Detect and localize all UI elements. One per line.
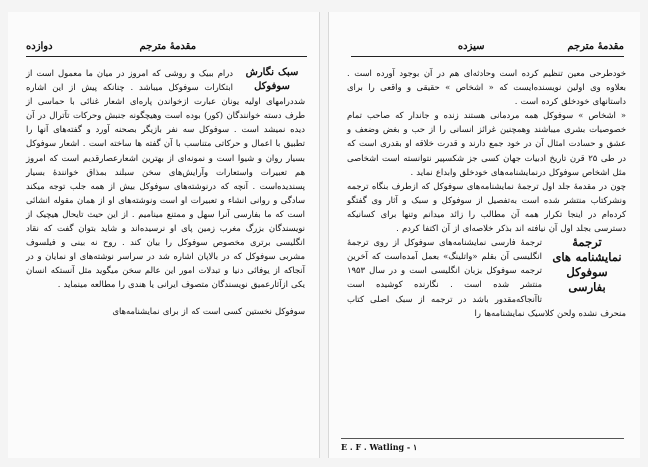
page-number: دوازده [26,40,53,52]
header-rule [26,56,307,57]
footnote [341,442,624,452]
paragraph: « اشخاص » سوفوکل همه مردمانی هستند زنده و جاندار که صاحب تمام خصوصیات بشری میباشند وهمچنین غرائز انسانی را از حب و بغض وضعف و عشق و حسادت امثال آن در خود جمع دارند و قدرت خلاقه او بقدری است که در طی ۲۵ قرن تاریخ ادبیات جهان کسی جز شکسپیر نتوانسته است اشخاصی مثل اشخاص سوفوکل درنمایشنامه‌های خودخلق وابداع نماید . [347,110,626,177]
running-head-left [26,38,307,54]
footnote-text: E . F . Watling - ۱ [341,442,418,452]
page-number: سیزده [457,40,485,52]
running-title: مقدمهٔ مترجم [139,40,197,52]
right-page [328,12,640,458]
paragraph: درام ببیک و روشی که امروز در میان ما معمول است از ابتکارات سوفوکل میباشد . چنانکه پیش از این اشاره شددرامهای اولیه یونان عبارت ازخواندن پاره‌ای اشعار غنائی با حماسی از طرف دسته خوانندگان (کور) بوده است وهیچگونه جنبش وحرکات تآترال در آن دیده نمیشد است . سوفوکل سه نفر بازیگر بصحنه آورد و گفته‌های آنها را تطبیق با اعمال و حرکاتی متناسب با آن گفته ها ساخته است . اشعار سوفوکل بسیار روان و شیوا است و نمونه‌ای از بهترین اشعارعصارقدیم است که امروز هم تعبیرات واستعارات وآرایش‌های سخن سبلند بمذاق خوانندهٔ بسیار پسندیده‌است . آنچه که درنوشته‌های سوفوکل بیش از همه جلب توجه میکند سادگی و روانی انشاء و تعبیرات او است ونوشته‌های او از همان مقوله انشائی است که ما بفارسی آنرا سهل و ممتنع مینامیم . از این حیث تایحال هیچیک از نویسندگان بزرگ مغرب زمین پای او نرسیده‌اند و شاید بتوان گفت که نقاد انگلیسی برتری مخصوص سوفوکل را بیان کند . روح نه بینی و فیلسوف مشربی سوفوکل که در بالاپان اشاره شد در سراسر نوشته‌های او نمایان و در آنجاکه از یوفائی دنیا و تبدلات امور این عالم سخن میگوید مثل آنستکه انسان یکی ازآثارعمیق نویسندگان متصوف ایرانی یا هندی را مطالعه مینماید . [26,68,305,290]
side-heading: سبک نگارش سوفوکل [245,67,299,92]
paragraph: چون در مقدمهٔ جلد اول ترجمهٔ نمایشنامه‌های سوفوکل که ازطرف بنگاه ترجمه ونشرکتاب منتشر شده است به‌تفصیل از سوفوکل و سبک و آثار وی گفتگو کرده‌ام در اینجا تکرار همه آن مطالب را زائد میدانم وتنها برای کسانیکه دسترسی بجلد اول آن نیافته اند بذکر خلاصه‌ای از آن اکتفا کردم . [347,180,626,234]
footnote-rule [341,438,624,439]
running-head-right [351,38,624,54]
left-page [8,12,320,458]
right-body-text [347,66,626,320]
paragraph: ترجمهٔ فارسی نمایشنامه‌های سوفوکل از روی ترجمهٔ انگلیسی آن بقلم «واتلینگ» بعمل آمده‌است که آخرین ترجمه سوفوکل بزبان انگلیسی است و در سال ۱۹۵۳ منتشر شده است . نگارنده کوشیده است تاآنجاکه‌مقدور باشد در ترجمه از سبک اصلی کتاب منحرف نشده ولحن کلاسیک نمایشنامه‌ها را [347,237,626,318]
left-body-text [26,66,305,318]
paragraph: خودطرحی معین تنظیم کرده است وحادثه‌ای هم در آن بوجود آورده است . بعلاوه وی اولین نویسنده‌ایست که « اشخاص » حقیقی و واقعی را برای داستانهای خودخلق کرده است . [347,68,626,107]
header-rule [351,56,624,57]
running-title: مقدمهٔ مترجم [567,40,624,52]
side-heading: ترجمهٔ نمایشنامه های سوفوکل بفارسی [552,235,622,295]
paragraph: سوفوکل نخستین کسی است که از برای نمایشنامه‌های [112,305,305,316]
